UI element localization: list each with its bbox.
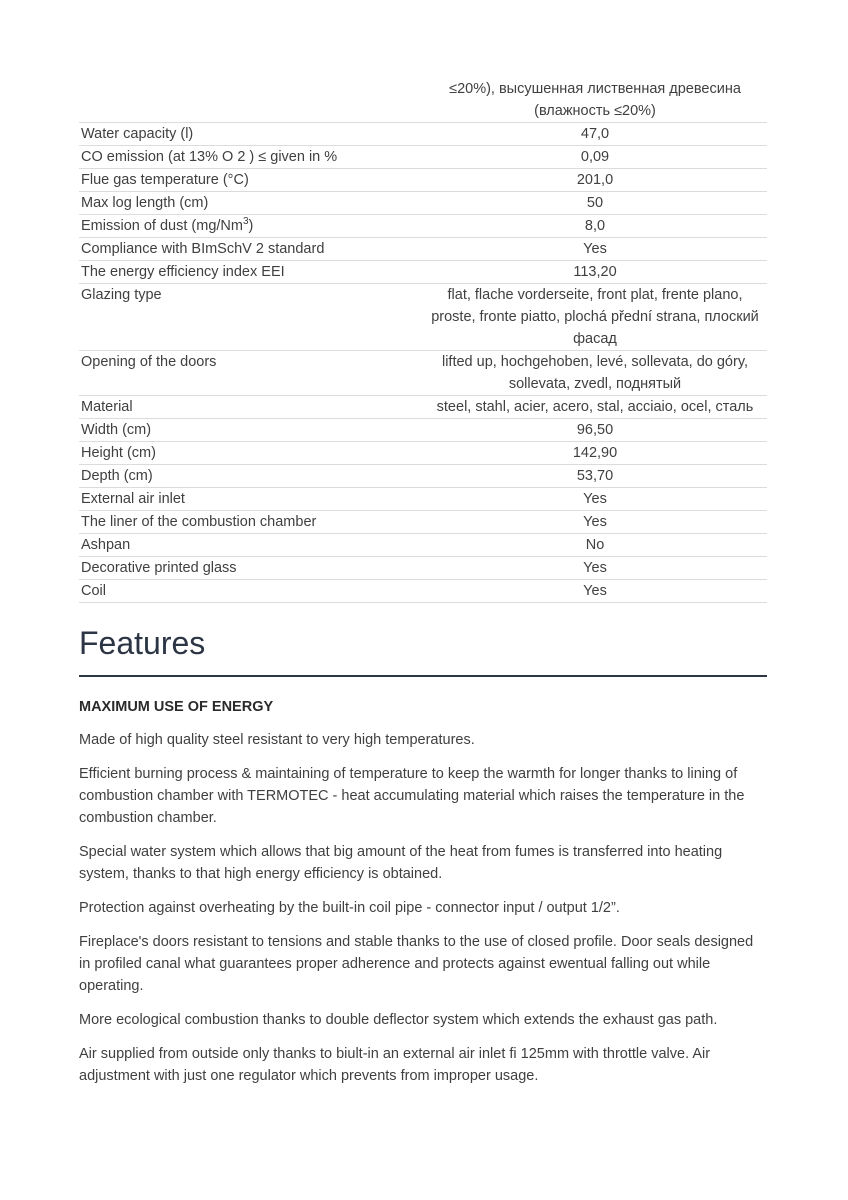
spec-name: Compliance with BImSchV 2 standard — [79, 238, 423, 261]
table-row — [79, 215, 767, 238]
table-row — [79, 146, 767, 169]
feature-paragraph: Fireplace's doors resistant to tensions and stable thanks to the use of closed profile. Door seals designed in profiled canal what guarantees proper adherence and protects against ewentual falling out while operating. — [79, 934, 754, 994]
spec-value: 50 — [423, 192, 767, 215]
spec-value: 96,50 — [423, 419, 767, 442]
spec-name-text: Emission of dust (mg/Nm — [81, 218, 243, 234]
feature-paragraph: Special water system which allows that big amount of the heat from fumes is transferred into heating system, thanks to that high energy efficiency is obtained. — [79, 844, 723, 882]
table-row — [79, 351, 767, 396]
spec-name: Width (cm) — [79, 419, 423, 442]
spec-name: Depth (cm) — [79, 465, 423, 488]
spec-name: Ashpan — [79, 534, 423, 557]
feature-paragraph: Air supplied from outside only thanks to biult-in an external air inlet fi 125mm with throttle valve. Air adjustment with just one regulator which prevents from improper usage. — [79, 1046, 711, 1084]
spec-name: Flue gas temperature (°C) — [79, 169, 423, 192]
table-row — [79, 284, 767, 351]
spec-value: lifted up, hochgehoben, levé, sollevata, do góry, sollevata, zvedl, поднятый — [423, 351, 767, 396]
spec-name — [79, 78, 423, 123]
spec-name: Material — [79, 396, 423, 419]
spec-value: 53,70 — [423, 465, 767, 488]
spec-value: flat, flache vorderseite, front plat, frente plano, proste, fronte piatto, plochá přední strana, плоский фасад — [423, 284, 767, 351]
feature-paragraph: Made of high quality steel resistant to very high temperatures. — [79, 732, 475, 748]
specifications-table — [79, 78, 767, 603]
table-row — [79, 511, 767, 534]
heading-divider — [79, 675, 767, 677]
spec-name: Coil — [79, 580, 423, 603]
spec-name: Height (cm) — [79, 442, 423, 465]
spec-value: 113,20 — [423, 261, 767, 284]
spec-value: steel, stahl, acier, acero, stal, acciaio, ocel, сталь — [423, 396, 767, 419]
table-row — [79, 534, 767, 557]
spec-value: 142,90 — [423, 442, 767, 465]
spec-name: The liner of the combustion chamber — [79, 511, 423, 534]
superscript: 3 — [242, 216, 249, 228]
table-row — [79, 465, 767, 488]
table-row — [79, 396, 767, 419]
spec-name: Glazing type — [79, 284, 423, 351]
spec-name: Max log length (cm) — [79, 192, 423, 215]
feature-paragraph: More ecological combustion thanks to double deflector system which extends the exhaust gas path. — [79, 1012, 718, 1028]
spec-value: 0,09 — [423, 146, 767, 169]
spec-value: No — [423, 534, 767, 557]
spec-name: CO emission (at 13% O 2 ) ≤ given in % — [79, 146, 423, 169]
spec-name — [79, 215, 423, 238]
spec-value: Yes — [423, 238, 767, 261]
spec-name: Decorative printed glass — [79, 557, 423, 580]
table-row — [79, 580, 767, 603]
spec-value: 8,0 — [423, 215, 767, 238]
table-row — [79, 261, 767, 284]
spec-value: Yes — [423, 557, 767, 580]
section-subheading: MAXIMUM USE OF ENERGY — [79, 699, 274, 715]
table-row — [79, 488, 767, 511]
features-heading: Features — [79, 625, 206, 661]
table-row — [79, 557, 767, 580]
spec-value: Yes — [423, 580, 767, 603]
document-page — [79, 78, 767, 1087]
spec-value: 47,0 — [423, 123, 767, 146]
table-row — [79, 78, 767, 123]
spec-value: Yes — [423, 511, 767, 534]
spec-name-text: ) — [248, 218, 254, 234]
feature-paragraph: Protection against overheating by the built-in coil pipe - connector input / output 1/2”. — [79, 900, 620, 916]
table-row — [79, 442, 767, 465]
spec-name: Water capacity (l) — [79, 123, 423, 146]
table-row — [79, 123, 767, 146]
spec-value: ≤20%), высушенная лиственная древесина (влажность ≤20%) — [423, 78, 767, 123]
table-row — [79, 238, 767, 261]
spec-value: Yes — [423, 488, 767, 511]
table-row — [79, 169, 767, 192]
table-row — [79, 192, 767, 215]
feature-paragraph: Efficient burning process & maintaining of temperature to keep the warmth for longer thanks to lining of combustion chamber with TERMOTEC - heat accumulating material which raises the temperature in the combustion chamber. — [79, 766, 745, 826]
table-row — [79, 419, 767, 442]
spec-name: External air inlet — [79, 488, 423, 511]
spec-name: The energy efficiency index EEI — [79, 261, 423, 284]
spec-name: Opening of the doors — [79, 351, 423, 396]
spec-value: 201,0 — [423, 169, 767, 192]
